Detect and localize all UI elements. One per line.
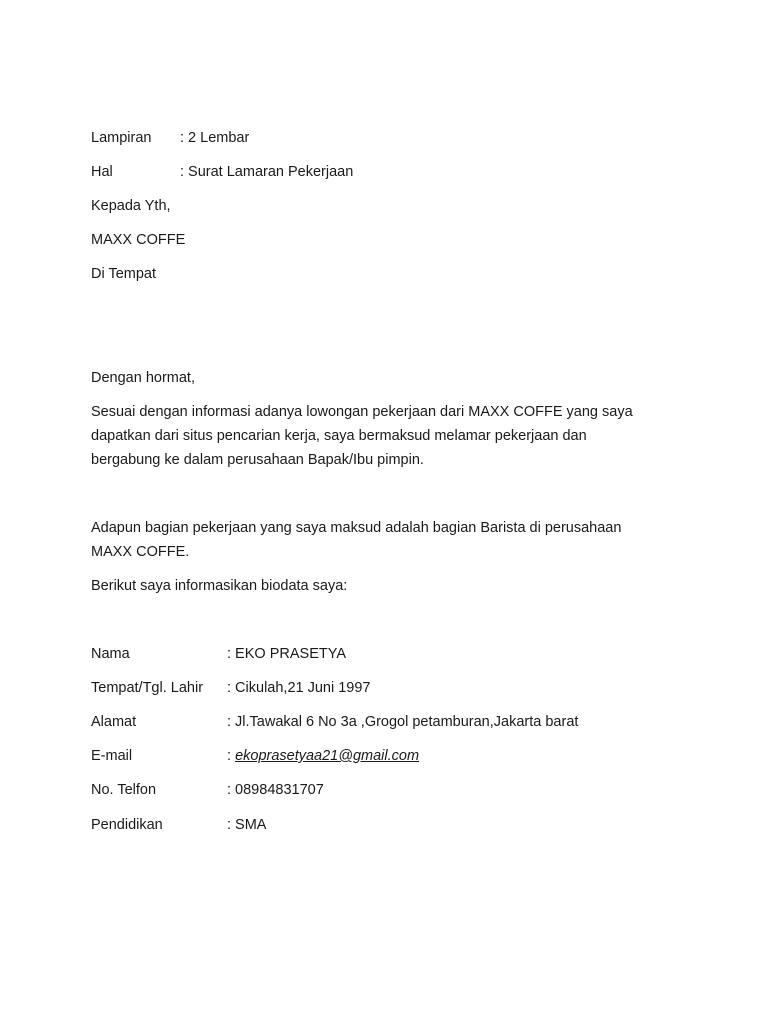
email-label: E-mail xyxy=(91,748,133,764)
telfon-label: No. Telfon xyxy=(91,782,157,798)
paragraph-2-line-2: MAXX COFFE. xyxy=(91,544,190,560)
alamat-value: : Jl.Tawakal 6 No 3a ,Grogol petamburan,Jakarta barat xyxy=(227,714,579,730)
paragraph-2-line-1: Adapun bagian pekerjaan yang saya maksud adalah bagian Barista di perusahaan xyxy=(91,520,622,536)
pendidikan-value: : SMA xyxy=(227,817,267,833)
lampiran-label: Lampiran xyxy=(91,130,152,146)
paragraph-3: Berikut saya informasikan biodata saya: xyxy=(91,578,348,594)
email-value-row xyxy=(227,746,419,766)
recipient-line-1: Kepada Yth, xyxy=(91,198,171,214)
hal-label: Hal xyxy=(91,164,113,180)
email-prefix: : xyxy=(227,748,236,764)
ttl-label: Tempat/Tgl. Lahir xyxy=(91,680,204,696)
pendidikan-label: Pendidikan xyxy=(91,817,163,833)
paragraph-1-line-2: dapatkan dari situs pencarian kerja, saya bermaksud melamar pekerjaan dan xyxy=(91,428,587,444)
paragraph-1-line-1: Sesuai dengan informasi adanya lowongan pekerjaan dari MAXX COFFE yang saya xyxy=(91,404,633,420)
paragraph-1-line-3: bergabung ke dalam perusahaan Bapak/Ibu pimpin. xyxy=(91,452,424,468)
alamat-label: Alamat xyxy=(91,714,137,730)
ttl-value: : Cikulah,21 Juni 1997 xyxy=(227,680,371,696)
recipient-line-2: MAXX COFFE xyxy=(91,232,186,248)
greeting: Dengan hormat, xyxy=(91,370,195,386)
nama-label: Nama xyxy=(91,646,130,662)
nama-value: : EKO PRASETYA xyxy=(227,646,346,662)
recipient-line-3: Di Tempat xyxy=(91,266,157,282)
telfon-value: : 08984831707 xyxy=(227,782,324,798)
lampiran-value: : 2 Lembar xyxy=(180,130,250,146)
email-link[interactable]: ekoprasetyaa21@gmail.com xyxy=(235,748,420,764)
hal-value: : Surat Lamaran Pekerjaan xyxy=(180,164,354,180)
